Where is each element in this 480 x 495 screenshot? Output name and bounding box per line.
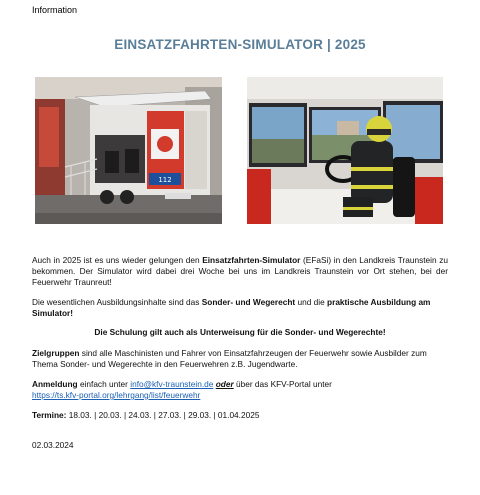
page-title: EINSATZFAHRTEN-SIMULATOR | 2025	[114, 37, 366, 52]
portal-link[interactable]: https://ts.kfv-portal.org/lehrgang/list/feuerwehr	[32, 390, 201, 400]
instruction-note: Die Schulung gilt auch als Unterweisung für die Sonder- und Wegerechte!	[94, 327, 386, 337]
intro-paragraph: Auch in 2025 ist es uns wieder gelungen den Einsatzfahrten-Simulator (EFaSi) in den Landkreis Traunstein zu bekommen. Der Simulator wird dabei drei Woche bei uns im Landkreis Traunstein vor Ort stehen, bei der Feuerwehr Traunreut!	[32, 255, 449, 287]
registration-paragraph: Anmeldung einfach unter info@kfv-traunstein.de oder über das KFV-Portal unter https://ts.kfv-portal.org/lehrgang/list/feuerwehr	[32, 379, 332, 400]
header-label: Information	[32, 5, 78, 15]
training-content-paragraph: Die wesentlichen Ausbildungsinhalte sind das Sonder- und Wegerecht und die praktische Ausbildung am Simulator!	[32, 297, 431, 318]
target-groups-paragraph: Zielgruppen sind alle Maschinisten und Fahrer von Einsatzfahrzeugen der Feuerwehr sowie Ausbilder zum Thema Sonder- und Wegerechte in den Feuerwehren z.B. Jugendwarte.	[32, 348, 427, 369]
dates-paragraph: Termine: 18.03. | 20.03. | 24.03. | 27.03. | 29.03. | 01.04.2025	[32, 410, 260, 420]
publish-date: 02.03.2024	[32, 440, 74, 450]
simulator-trailer-photo	[35, 77, 222, 224]
firefighter-simulator-photo	[247, 77, 443, 224]
email-link[interactable]: info@kfv-traunstein.de	[130, 379, 214, 389]
simulator-name: Einsatzfahrten-Simulator	[202, 255, 301, 265]
trailer-112-sign: 112	[158, 176, 172, 184]
